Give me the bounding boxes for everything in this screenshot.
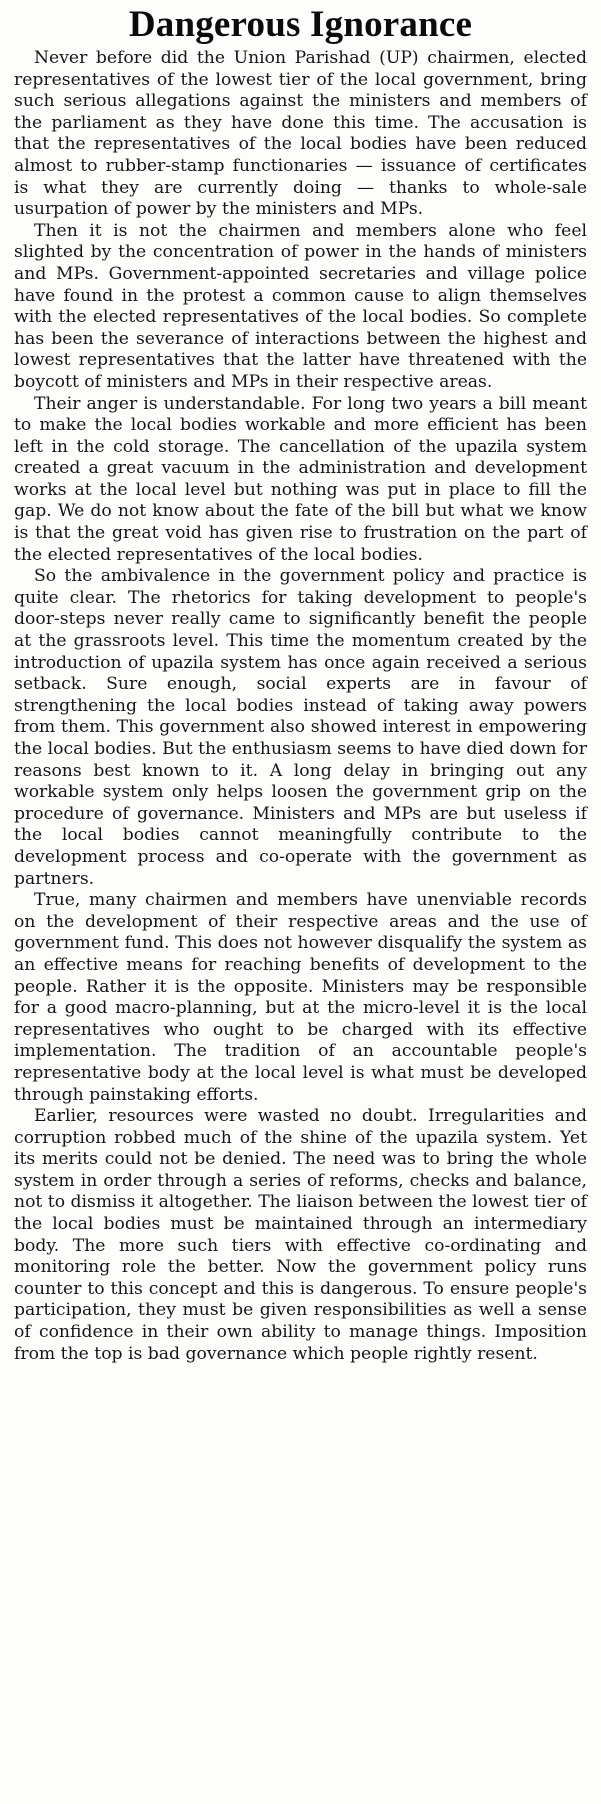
article-paragraph-3: Their anger is understandable. For long two years a bill meant to make the local bodies workable and more efficient has been left in the cold storage. The cancellation of the upazila system created a great vacuum in the administration and development works at the local level but nothing was put in place to fill the gap. We do not know about the fate of the bill but what we know is that the great void has given rise to frustration on the part of the elected representatives of the local bodies.: [14, 393, 587, 565]
headline: Dangerous Ignorance: [128, 4, 473, 45]
article-paragraph-2: Then it is not the chairmen and members alone who feel slighted by the concentration of power in the hands of ministers and MPs. Government-appointed secretaries and village police have found in the protest a common cause to align themselves with the elected representatives of the local bodies. So complete has been the severance of interactions between the highest and lowest representatives that the latter have threatened with the boycott of ministers and MPs in their respective areas.: [14, 220, 587, 392]
article-paragraph-5: True, many chairmen and members have unenviable records on the development of their respective areas and the use of government fund. This does not however disqualify the system as an effective means for reaching benefits of development to the people. Rather it is the opposite. Ministers may be responsible for a good macro-planning, but at the micro-level it is the local representatives who ought to be charged with its effective implementation. The tradition of an accountable people's representative body at the local level is what must be developed through painstaking efforts.: [14, 890, 587, 1105]
article-paragraph-6: Earlier, resources were wasted no doubt. Irregularities and corruption robbed much of the shine of the upazila system. Yet its merits could not be denied. The need was to bring the whole system in order through a series of reforms, checks and balance, not to dismiss it altogether. The liaison between the lowest tier of the local bodies must be maintained through an intermediary body. The more such tiers with effective co-ordinating and monitoring role the better. Now the government policy runs counter to this concept and this is dangerous. To ensure people's participation, they must be given responsibilities as well a sense of confidence in their own ability to manage things. Imposition from the top is bad governance which people rightly resent.: [14, 1106, 587, 1364]
article-paragraph-1: Never before did the Union Parishad (UP) chairmen, elected representatives of the lowest tier of the local government, bring such serious allegations against the ministers and members of the parliament as they have done this time. The accusation is that the representatives of the local bodies have been reduced almost to rubber-stamp functionaries — issuance of certificates is what they are currently doing — thanks to whole-sale usurpation of power by the ministers and MPs.: [14, 48, 587, 220]
article-paragraph-4: So the ambivalence in the government policy and practice is quite clear. The rhetorics for taking development to people's door-steps never really came to significantly benefit the people at the grassroots level. This time the momentum created by the introduction of upazila system has once again received a serious setback. Sure enough, social experts are in favour of strengthening the local bodies instead of taking away powers from them. This government also showed interest in empowering the local bodies. But the enthusiasm seems to have died down for reasons best known to it. A long delay in bringing out any workable system only helps loosen the government grip on the procedure of governance. Ministers and MPs are but useless if the local bodies cannot meaningfully contribute to the development process and co-operate with the government as partners.: [14, 566, 587, 889]
article-body: [14, 48, 587, 1365]
